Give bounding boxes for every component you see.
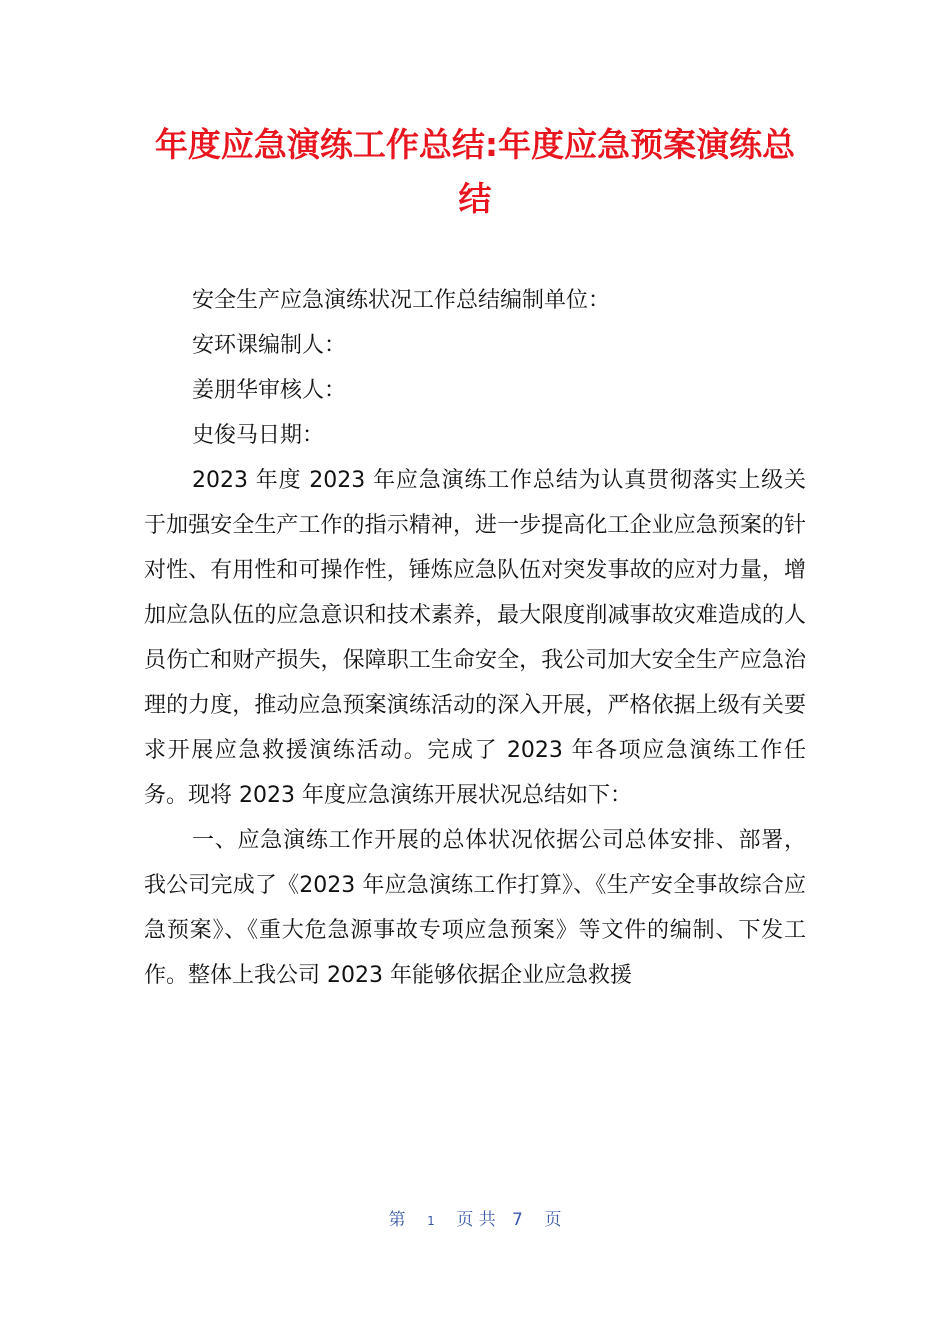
footer-prefix: 第 <box>388 1210 406 1230</box>
document-title <box>140 118 810 226</box>
meta-line-author: 安环课编制人： <box>192 333 347 358</box>
title-line-2: 结 <box>458 179 492 218</box>
footer-suffix: 页 <box>544 1210 562 1230</box>
footer-total-pages: 7 <box>512 1210 523 1230</box>
body-paragraph-intro: 2023 年度 2023 年应急演练工作总结为认真贯彻落实上级关于加强安全生产工作的指示精神，进一步提高化工企业应急预案的针对性、有用性和可操作性，锤炼应急队伍对突发事故的应对力量，增加应急队伍的应急意识和技术素养，最大限度削减事故灾难造成的人员伤亡和财产损失，保障职工生命安全，我公司加大安全生产应急治理的力度，推动应急预案演练活动的深入开展，严格依据上级有关要求开展应急救援演练活动。完成了 2023 年各项应急演练工作任务。现将 2023 年度应急演练开展状况总结如下： <box>144 468 806 808</box>
meta-line-date: 史俊马日期： <box>192 423 325 448</box>
meta-line-reviewer: 姜朋华审核人： <box>192 378 347 403</box>
document-body <box>144 278 806 998</box>
footer-middle: 页 共 <box>456 1210 496 1230</box>
footer-current-page: 1 <box>427 1214 435 1228</box>
title-line-1: 年度应急演练工作总结:年度应急预案演练总 <box>154 125 796 164</box>
meta-line-unit: 安全生产应急演练状况工作总结编制单位： <box>192 288 611 313</box>
page-footer <box>0 1205 950 1230</box>
body-paragraph-section-1: 一、应急演练工作开展的总体状况依据公司总体安排、部署，我公司完成了《2023 年应急演练工作打算》、《生产安全事故综合应急预案》、《重大危急源事故专项应急预案》等文件的编制、下发工作。整体上我公司 2023 年能够依据企业应急救援 <box>144 828 806 988</box>
